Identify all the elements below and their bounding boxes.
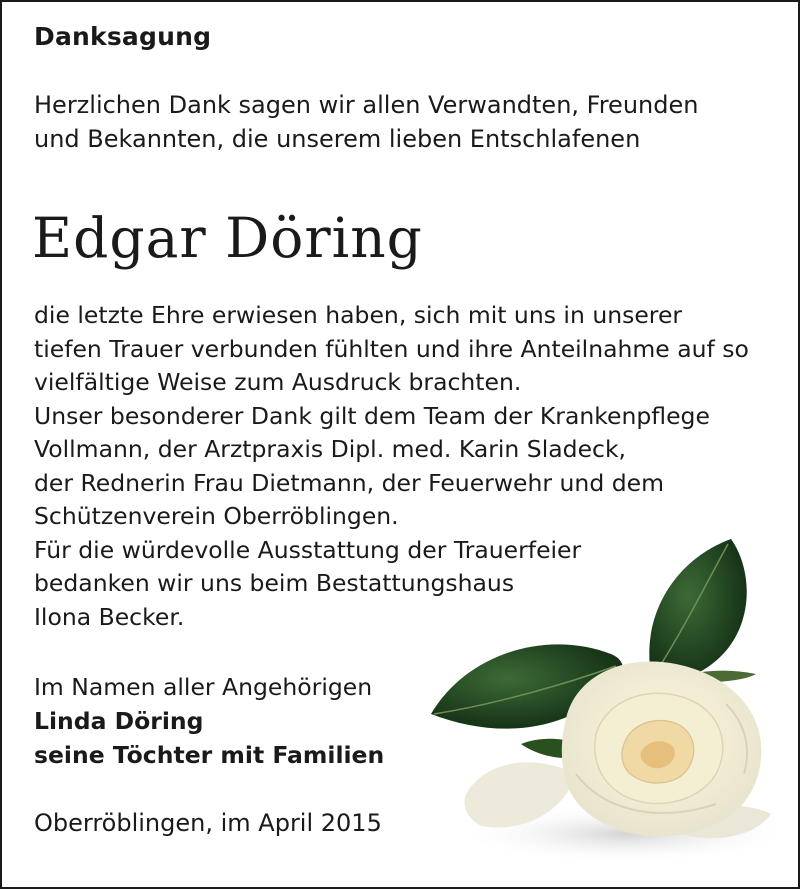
body-line: Unser besonderer Dank gilt dem Team der Krankenpflege <box>34 401 710 430</box>
intro-line: Herzlichen Dank sagen wir allen Verwandten, Freunden <box>34 91 699 119</box>
intro-line: und Bekannten, die unserem lieben Entschlafenen <box>34 125 641 153</box>
deceased-name: Edgar Döring <box>32 206 423 270</box>
signer-family: seine Töchter mit Familien <box>34 741 385 769</box>
body-line: Schützenverein Oberröblingen. <box>34 502 399 530</box>
white-rose-icon <box>426 534 786 874</box>
place-date: Oberröblingen, im April 2015 <box>34 809 382 837</box>
body-line: Ilona Becker. <box>34 602 185 631</box>
signer-name: Linda Döring <box>34 707 204 735</box>
body-line: Vollmann, der Arztpraxis Dipl. med. Karin Sladeck, <box>34 435 627 463</box>
closing-line: Im Namen aller Angehörigen <box>34 673 373 701</box>
closing-block <box>34 670 384 772</box>
body-line: der Rednerin Frau Dietmann, der Feuerwehr und dem <box>34 468 664 497</box>
body-line: bedanken wir uns beim Bestattungshaus <box>34 569 515 597</box>
body-line: die letzte Ehre erwiesen haben, sich mit uns in unserer <box>34 301 683 329</box>
body-line: vielfältige Weise zum Ausdruck brachten. <box>34 368 522 396</box>
body-line: tiefen Trauer verbunden fühlten und ihre Anteilnahme auf so <box>34 334 749 363</box>
intro-text <box>34 88 774 156</box>
body-line: Für die würdevolle Ausstattung der Trauerfeier <box>34 535 582 564</box>
notice-heading: Danksagung <box>34 22 212 51</box>
